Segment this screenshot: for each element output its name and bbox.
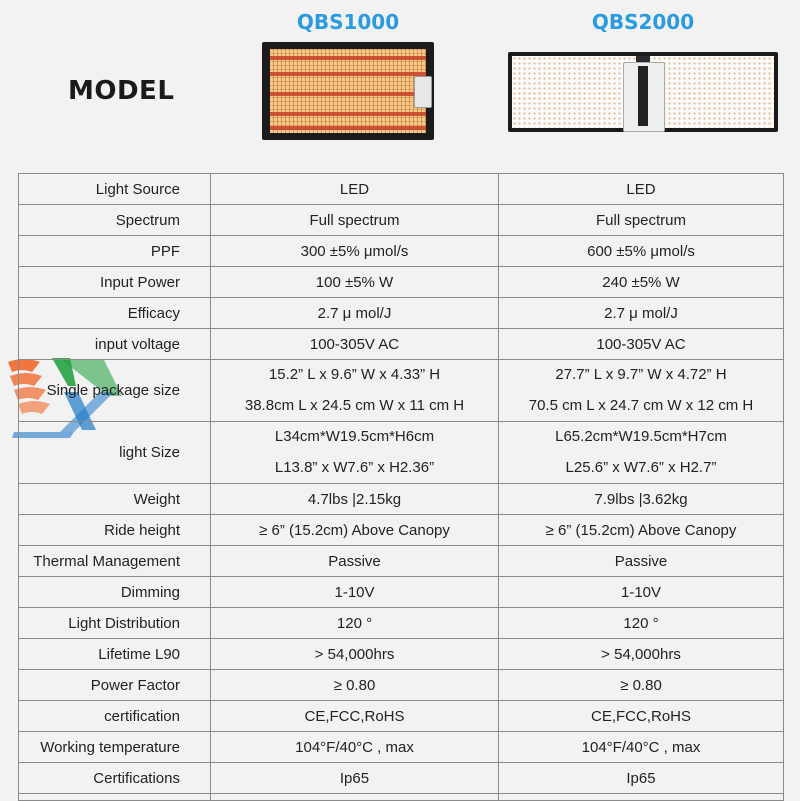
spec-row — [19, 515, 784, 546]
spec-row — [19, 546, 784, 577]
spec-value-line: L13.8” x W7.6” x H2.36” — [274, 458, 435, 476]
spec-value-qbs1000: 4.7lbs |2.15kg — [211, 484, 499, 515]
spec-value-line: 27.7” L x 9.7” W x 4.72” H — [555, 366, 727, 383]
spec-value-qbs2000 — [499, 360, 784, 422]
spec-row — [19, 577, 784, 608]
spec-value-qbs2000: 1-10V — [499, 577, 784, 608]
spec-value-line: L65.2cm*W19.5cm*H7cm — [555, 428, 727, 445]
spec-label: certification — [19, 701, 211, 732]
spec-row — [19, 639, 784, 670]
spec-label: Light Distribution — [19, 608, 211, 639]
spec-row — [19, 174, 784, 205]
spec-value-qbs1000: 1-10V — [211, 577, 499, 608]
spec-value-qbs1000: LED — [211, 174, 499, 205]
spec-label: Single package size — [19, 360, 211, 422]
spec-table — [18, 173, 784, 801]
qbs1000-product-image — [262, 42, 434, 140]
qbs2000-product-image — [508, 52, 778, 132]
spec-label: Ride height — [19, 515, 211, 546]
spec-value-qbs2000: 104°F/40°C , max — [499, 732, 784, 763]
spec-label: Light Source — [19, 174, 211, 205]
spec-value-qbs2000: 240 ±5% W — [499, 267, 784, 298]
spec-row — [19, 205, 784, 236]
spec-value-qbs1000: CE,FCC,RoHS — [211, 701, 499, 732]
spec-value-qbs1000: 100-305V AC — [211, 329, 499, 360]
spec-value-qbs2000: 600 ±5% μmol/s — [499, 236, 784, 267]
spec-value-qbs1000: ≥ 0.80 — [211, 670, 499, 701]
spec-value-line: L25.6” x W7.6” x H2.7” — [565, 458, 717, 476]
spec-value-qbs1000: 300 ±5% μmol/s — [211, 236, 499, 267]
spec-label: Weight — [19, 484, 211, 515]
spec-value-qbs2000: Full spectrum — [499, 205, 784, 236]
spec-row — [19, 670, 784, 701]
spec-value-qbs2000 — [499, 422, 784, 484]
spec-row — [19, 422, 784, 484]
spec-label: Efficacy — [19, 298, 211, 329]
spec-value-qbs1000: Ip65 — [211, 763, 499, 794]
spec-label: Power Factor — [19, 670, 211, 701]
spec-value-qbs1000: Passive — [211, 546, 499, 577]
spec-value-qbs2000: CE,FCC,RoHS — [499, 701, 784, 732]
spec-row — [19, 329, 784, 360]
spec-row — [19, 360, 784, 422]
spec-value-qbs1000: Full spectrum — [211, 205, 499, 236]
spec-label: input voltage — [19, 329, 211, 360]
spec-value-qbs2000: ≥ 0.80 — [499, 670, 784, 701]
spec-row — [19, 608, 784, 639]
spec-value-qbs2000: Passive — [499, 546, 784, 577]
spec-row — [19, 701, 784, 732]
spec-value-line: 38.8cm L x 24.5 cm W x 11 cm H — [244, 396, 465, 414]
spec-label: Dimming — [19, 577, 211, 608]
spec-label: Thermal Management — [19, 546, 211, 577]
spec-label: light Size — [19, 422, 211, 484]
spec-value-qbs2000: 7.9lbs |3.62kg — [499, 484, 784, 515]
spec-value-qbs2000: LED — [499, 174, 784, 205]
spec-row — [19, 267, 784, 298]
spec-value-qbs2000: 120 ° — [499, 608, 784, 639]
spec-value-qbs2000: 100-305V AC — [499, 329, 784, 360]
spec-value-qbs1000: ≥ 6” (15.2cm) Above Canopy — [211, 515, 499, 546]
spec-value-qbs1000 — [211, 360, 499, 422]
spec-row — [19, 484, 784, 515]
spec-label: Working temperature — [19, 732, 211, 763]
spec-row — [19, 236, 784, 267]
spec-value-qbs1000: 120 ° — [211, 608, 499, 639]
spec-value-line: 70.5 cm L x 24.7 cm W x 12 cm H — [528, 396, 754, 414]
spec-label: Spectrum — [19, 205, 211, 236]
product-name-qbs2000: QBS2000 — [591, 10, 695, 34]
spec-row — [19, 763, 784, 794]
spec-value-qbs2000: ≥ 6” (15.2cm) Above Canopy — [499, 515, 784, 546]
spec-label: Certifications — [19, 763, 211, 794]
spec-value-qbs1000: 100 ±5% W — [211, 267, 499, 298]
spec-label: PPF — [19, 236, 211, 267]
spec-value-line: L34cm*W19.5cm*H6cm — [274, 428, 435, 445]
spec-value-qbs1000: 104°F/40°C , max — [211, 732, 499, 763]
spec-value-qbs1000 — [211, 422, 499, 484]
spec-label: Input Power — [19, 267, 211, 298]
spec-value-qbs2000: Ip65 — [499, 763, 784, 794]
product-name-qbs1000: QBS1000 — [296, 10, 400, 34]
spec-value-line: 15.2” L x 9.6” W x 4.33” H — [268, 366, 441, 383]
spec-value-qbs2000: > 54,000hrs — [499, 639, 784, 670]
spec-value-qbs2000: 2.7 μ mol/J — [499, 298, 784, 329]
model-heading: MODEL — [68, 76, 175, 106]
spec-row — [19, 732, 784, 763]
spec-label: Lifetime L90 — [19, 639, 211, 670]
spec-value-qbs1000: > 54,000hrs — [211, 639, 499, 670]
spec-row — [19, 298, 784, 329]
spec-value-qbs1000: 2.7 μ mol/J — [211, 298, 499, 329]
spec-row-continued — [19, 794, 784, 801]
